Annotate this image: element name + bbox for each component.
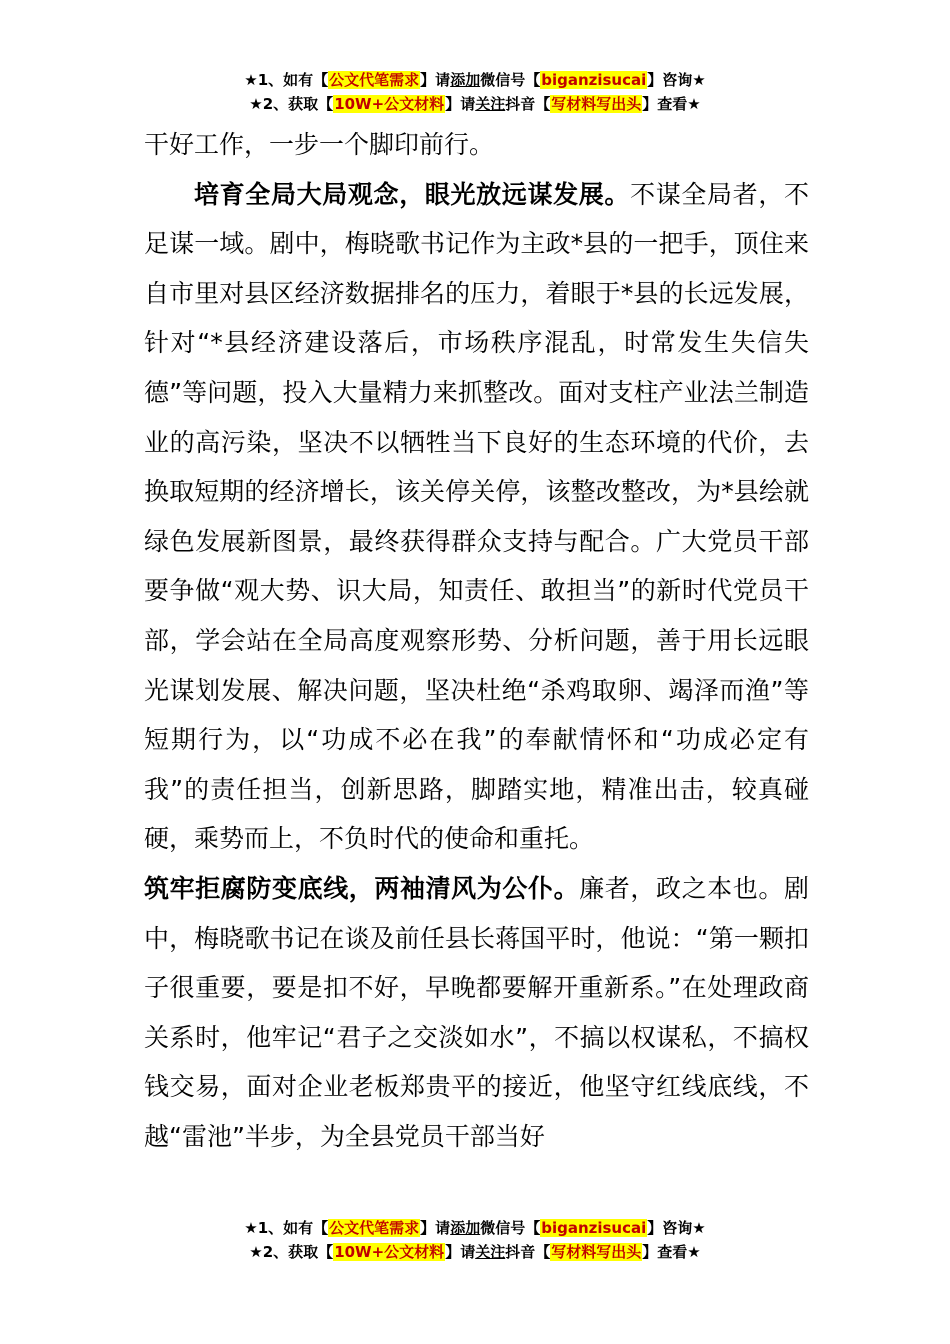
promo-highlight: 公文代笔需求: [329, 1219, 420, 1237]
header-promo-banner: [0, 68, 950, 116]
paragraph-2-heading: 培育全局大局观念，眼光放远谋发展。: [194, 179, 631, 209]
paragraph-2: [144, 170, 809, 864]
promo-text: ★2、获取【: [249, 95, 334, 113]
paragraph-3: [144, 864, 809, 1162]
promo-text: 】请: [445, 1243, 476, 1261]
promo-wechat-id: biganzisucai: [541, 71, 647, 89]
promo-text: 】请: [420, 71, 451, 89]
promo-underlined: 关注: [475, 1243, 506, 1261]
promo-line-1: [0, 1216, 950, 1240]
promo-text: 】咨询★: [647, 71, 706, 89]
promo-text: 微信号【: [480, 1219, 541, 1237]
paragraph-3-heading: 筑牢拒腐防变底线，两袖清风为公仆。: [144, 873, 580, 903]
promo-line-2: [0, 1240, 950, 1264]
promo-line-1: [0, 68, 950, 92]
paragraph-3-text: 廉者，政之本也。剧中，梅晓歌书记在谈及前任县长蒋国平时，他说：“第一颗扣子很重要，要是扣不好，早晚都要解开重新系。”在处理政商关系时，他牢记“君子之交淡如水”，不搞以权谋私，不搞权钱交易，面对企业老板郑贵平的接近，他坚守红线底线，不越“雷池”半步，为全县党员干部当好: [144, 873, 809, 1151]
promo-highlight: 10W+公文材料: [334, 1243, 445, 1261]
promo-text: 】请: [445, 95, 476, 113]
promo-text: 】查看★: [642, 95, 701, 113]
paragraph-2-text: 不谋全局者，不足谋一域。剧中，梅晓歌书记作为主政*县的一把手，顶住来自市里对县区经济数据排名的压力，着眼于*县的长远发展，针对“*县经济建设落后，市场秩序混乱，时常发生失信失德”等问题，投入大量精力来抓整改。面对支柱产业法兰制造业的高污染，坚决不以牺牲当下良好的生态环境的代价，去换取短期的经济增长，该关停关停，该整改整改，为*县绘就绿色发展新图景，最终获得群众支持与配合。广大党员干部要争做“观大势、识大局，知责任、敢担当”的新时代党员干部，学会站在全局高度观察形势、分析问题，善于用长远眼光谋划发展、解决问题，坚决杜绝“杀鸡取卵、竭泽而渔”等短期行为，以“功成不必在我”的奉献情怀和“功成必定有我”的责任担当，创新思路，脚踏实地，精准出击，较真碰硬，乘势而上，不负时代的使命和重托。: [144, 179, 809, 854]
promo-highlight: 公文代笔需求: [329, 71, 420, 89]
promo-wechat-id: biganzisucai: [541, 1219, 647, 1237]
promo-douyin-account: 写材料写出头: [551, 95, 642, 113]
promo-underlined: 添加: [450, 1219, 481, 1237]
promo-line-2: [0, 92, 950, 116]
promo-text: ★1、如有【: [244, 71, 329, 89]
footer-promo-banner: [0, 1216, 950, 1264]
promo-text: 抖音【: [505, 95, 551, 113]
promo-text: 】查看★: [642, 1243, 701, 1261]
document-body: [144, 120, 809, 1161]
promo-text: ★1、如有【: [244, 1219, 329, 1237]
paragraph-1: 干好工作，一步一个脚印前行。: [144, 130, 495, 159]
promo-underlined: 添加: [450, 71, 481, 89]
promo-text: 抖音【: [505, 1243, 551, 1261]
promo-highlight: 10W+公文材料: [334, 95, 445, 113]
promo-text: 】请: [420, 1219, 451, 1237]
promo-text: 微信号【: [480, 71, 541, 89]
promo-text: 】咨询★: [647, 1219, 706, 1237]
promo-underlined: 关注: [475, 95, 506, 113]
promo-text: ★2、获取【: [249, 1243, 334, 1261]
promo-douyin-account: 写材料写出头: [551, 1243, 642, 1261]
